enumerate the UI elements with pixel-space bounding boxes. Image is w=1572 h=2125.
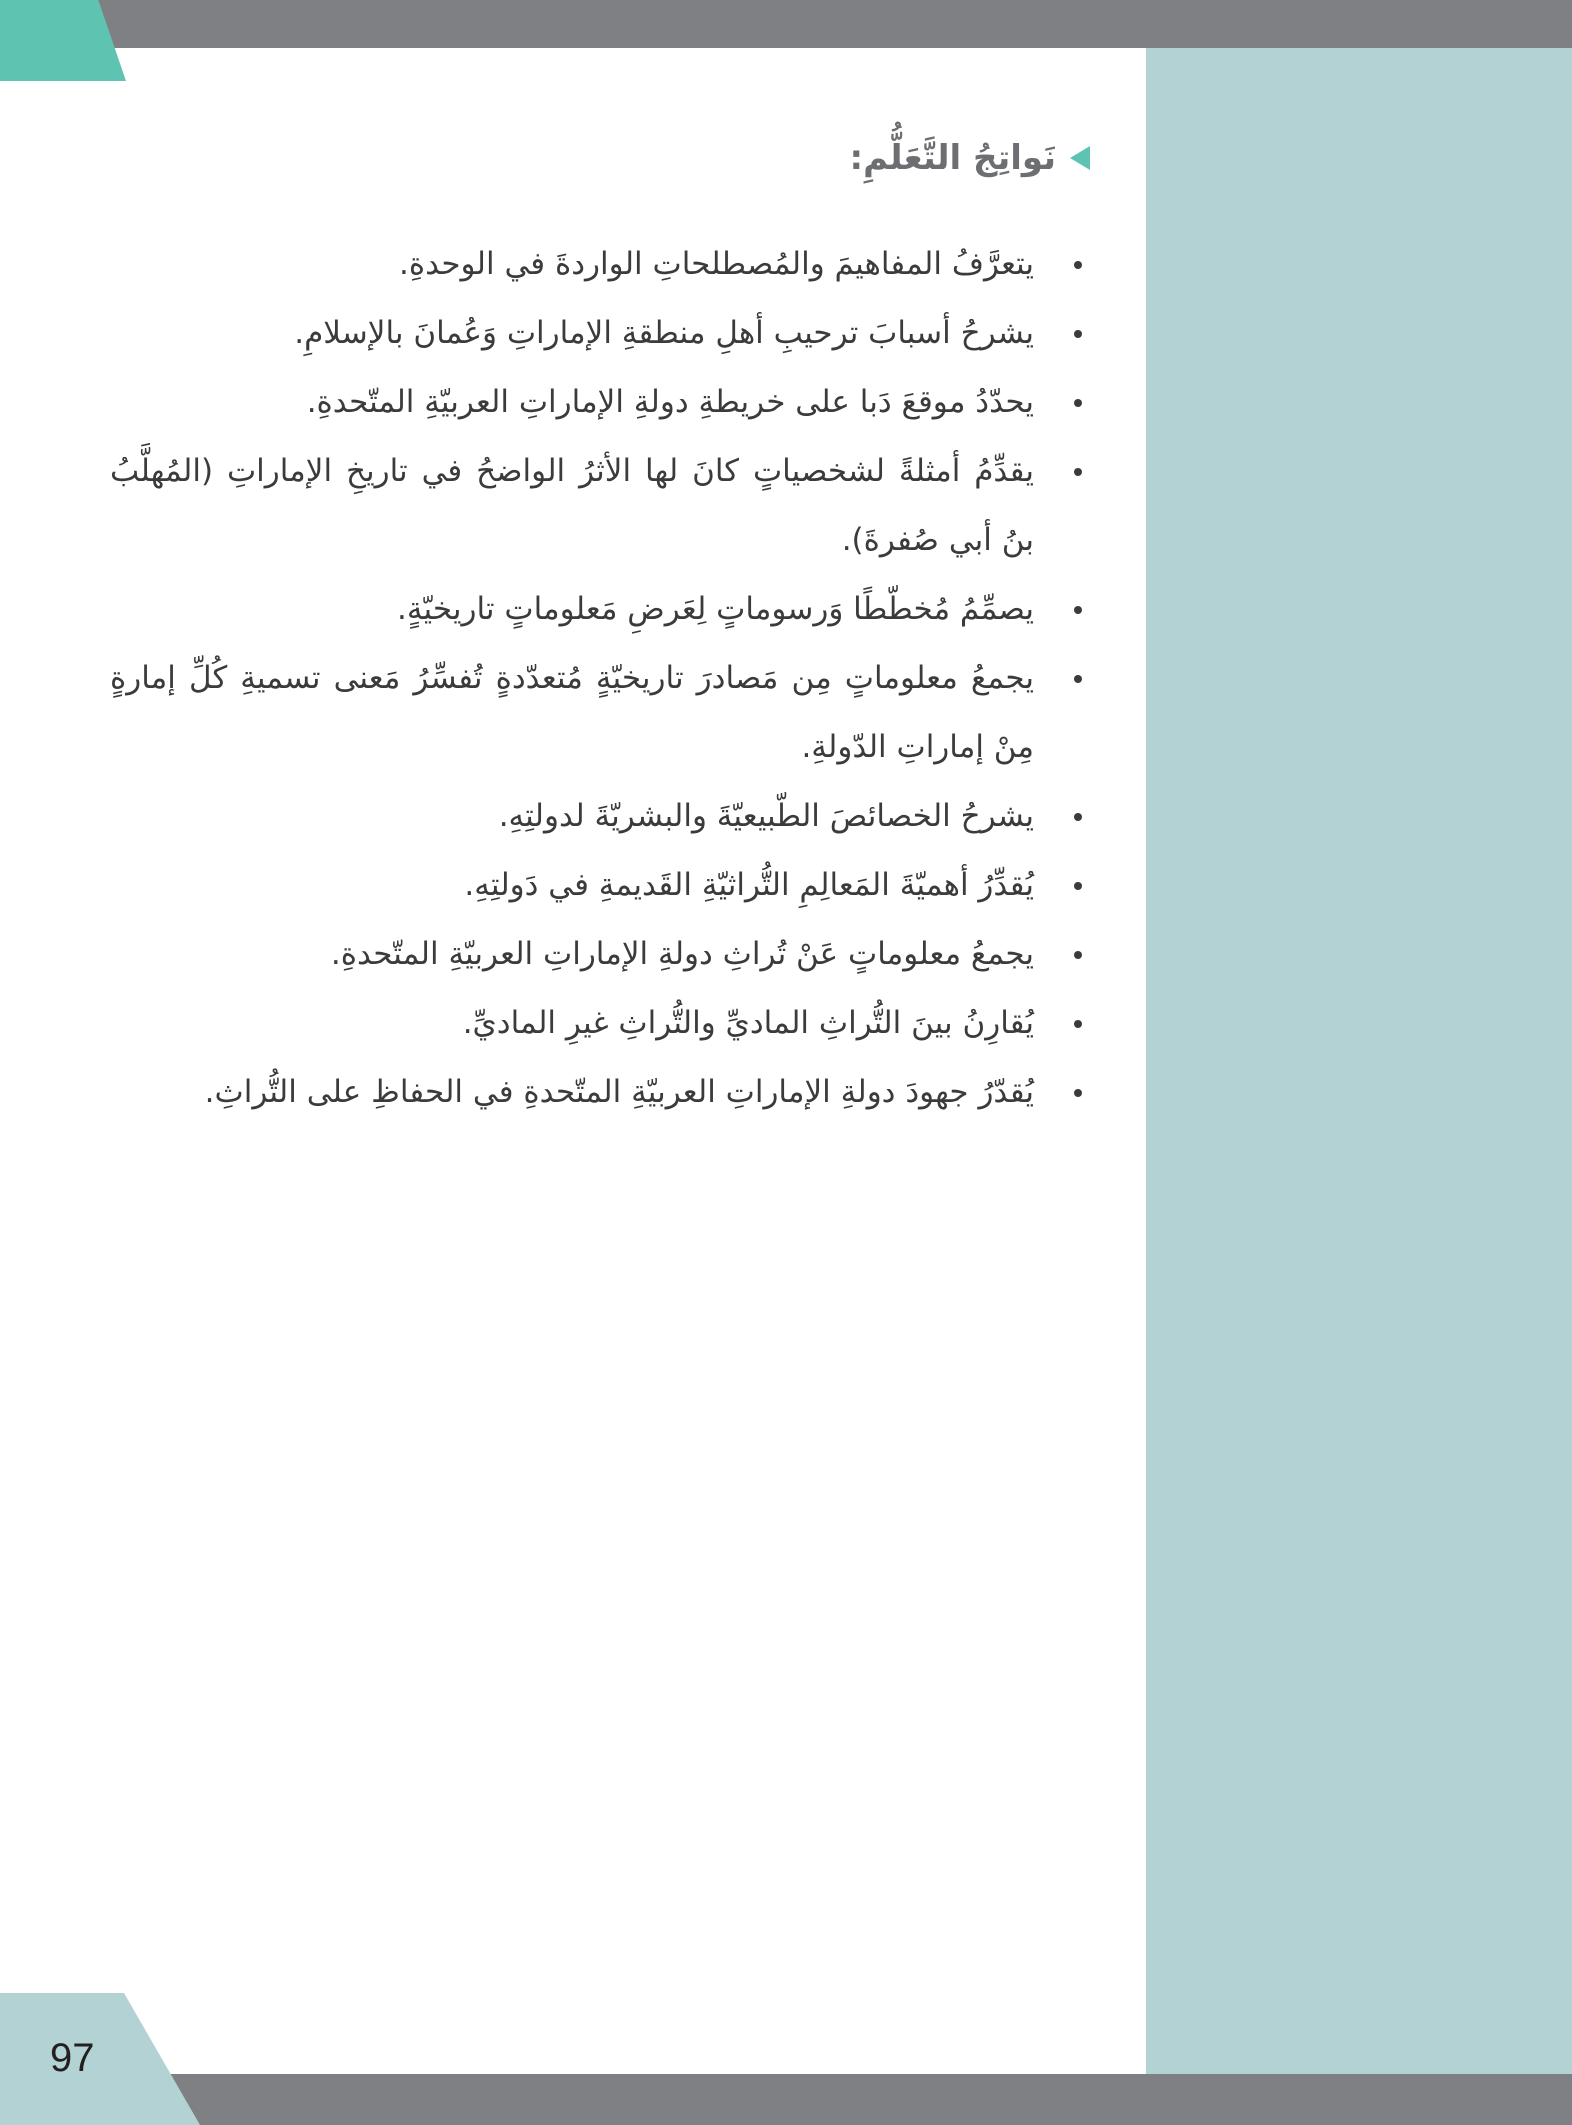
bottom-footer-bar [0,2074,1572,2125]
section-heading [110,120,1090,196]
list-item: يجمعُ معلوماتٍ عَنْ تُراثِ دولةِ الإماراتِ العربيّةِ المتّحدةِ. [110,920,1090,989]
list-item: يقدِّمُ أمثلةً لشخصياتٍ كانَ لها الأثرُ الواضحُ في تاريخِ الإماراتِ (المُهلَّبُ بنُ أبي صُفرةَ). [110,437,1090,575]
outcomes-list [110,230,1090,1127]
list-item: يصمِّمُ مُخطّطًا وَرسوماتٍ لِعَرضِ مَعلوماتٍ تاريخيّةٍ. [110,575,1090,644]
side-margin-panel [1146,48,1572,2125]
triangle-arrow-icon [1070,146,1090,170]
list-item: يُقارِنُ بينَ التُّراثِ الماديِّ والتُّراثِ غيرِ الماديِّ. [110,989,1090,1058]
list-item: يجمعُ معلوماتٍ مِن مَصادرَ تاريخيّةٍ مُتعدّدةٍ تُفسِّرُ مَعنى تسميةِ كُلِّ إمارةٍ مِنْ إماراتِ الدّولةِ. [110,644,1090,782]
list-item: يشرحُ أسبابَ ترحيبِ أهلِ منطقةِ الإماراتِ وَعُمانَ بالإسلامِ. [110,299,1090,368]
page-number: 97 [50,2036,95,2080]
page-number-tab [0,1993,200,2125]
list-item: يتعرَّفُ المفاهيمَ والمُصطلحاتِ الواردةَ في الوحدةِ. [110,230,1090,299]
list-item: يُقدّرُ جهودَ دولةِ الإماراتِ العربيّةِ المتّحدةِ في الحفاظِ على التُّراثِ. [110,1058,1090,1127]
list-item: يُقدِّرُ أهميّةَ المَعالِمِ التُّراثيّةِ القَديمةِ في دَولتِهِ. [110,851,1090,920]
section-heading-text: نَواتِجُ التَّعَلُّمِ: [849,138,1056,178]
learning-outcomes-section [110,120,1090,1127]
top-header-bar [0,0,1572,48]
list-item: يشرحُ الخصائصَ الطّبيعيّةَ والبشريّةَ لدولتِهِ. [110,782,1090,851]
list-item: يحدّدُ موقعَ دَبا على خريطةِ دولةِ الإماراتِ العربيّةِ المتّحدةِ. [110,368,1090,437]
